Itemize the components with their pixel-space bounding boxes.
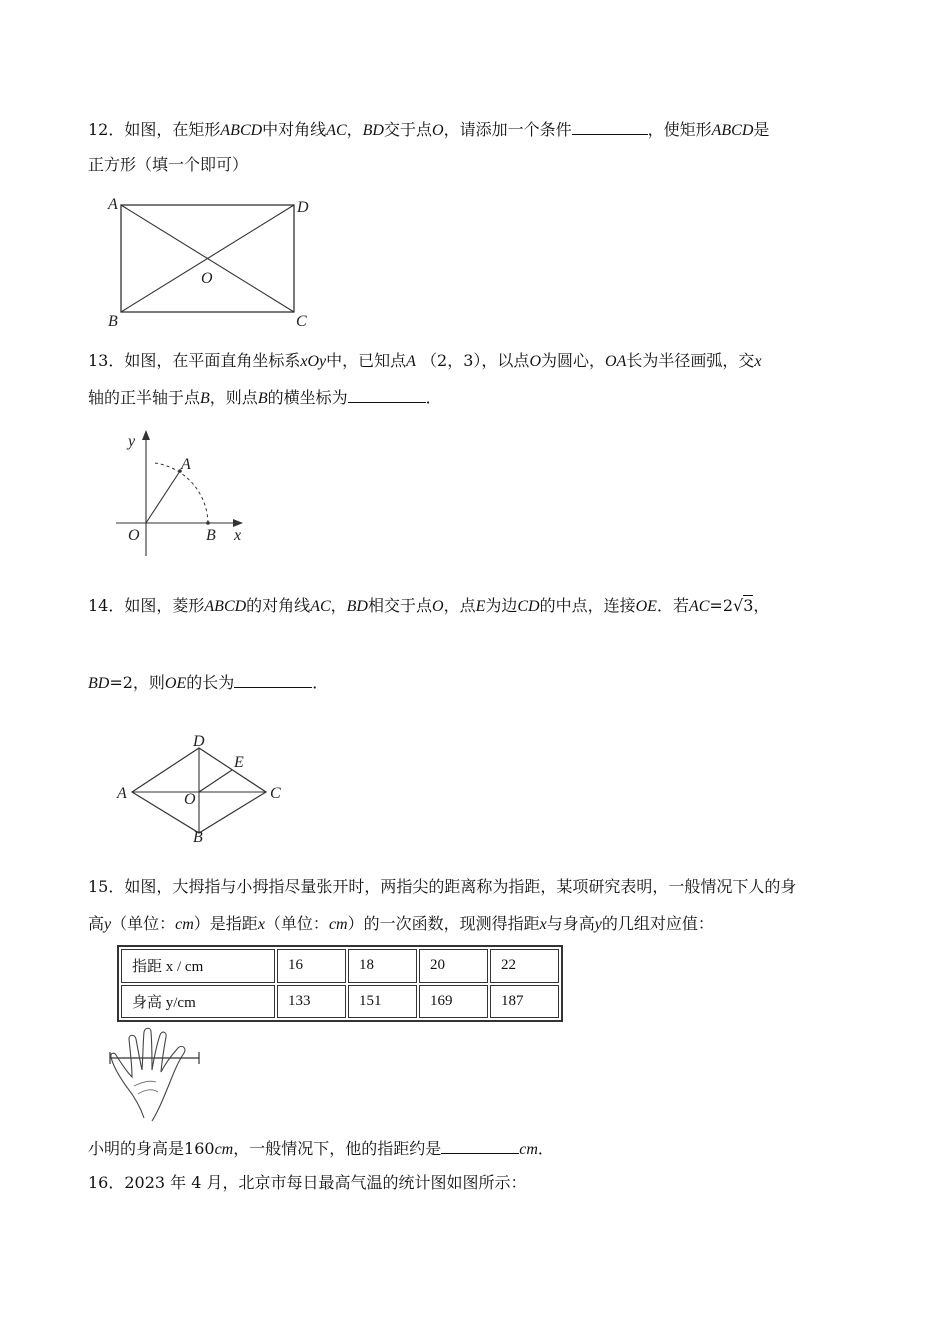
label-o: O xyxy=(184,791,196,808)
table-row xyxy=(121,949,559,983)
label-a: A xyxy=(108,196,118,213)
q14-line2: BD=2，则OE的长为 ． xyxy=(88,673,329,692)
q15-last-line: 小明的身高是160cm，一般情况下，他的指距约是 cm． xyxy=(88,1139,554,1158)
table-cell: 151 xyxy=(348,985,417,1019)
label-b: B xyxy=(108,313,118,330)
q12-line2: 正方形（填一个即可） xyxy=(88,155,249,174)
label-b: B xyxy=(193,829,203,846)
q14-line1: 14．如图，菱形ABCD的对角线AC，BD相交于点O，点E为边CD的中点，连接OE．若AC=2√3， xyxy=(88,596,770,615)
table-cell: 20 xyxy=(419,949,488,983)
table-cell: 187 xyxy=(490,985,559,1019)
table-cell: 169 xyxy=(419,985,488,1019)
table-cell: 133 xyxy=(277,985,346,1019)
label-e: E xyxy=(234,754,244,771)
q16-number: 16． xyxy=(88,1173,125,1192)
table-row xyxy=(121,985,559,1019)
q15-number: 15． xyxy=(88,877,125,896)
label-d: D xyxy=(193,733,205,750)
answer-blank[interactable] xyxy=(234,672,312,688)
label-d: D xyxy=(297,199,309,216)
sqrt-sign: √ xyxy=(733,596,744,615)
q15-line2: 高y（单位：cm）是指距x（单位：cm）的一次函数，现测得指距x与身高y的几组对应值： xyxy=(88,914,714,933)
q12-rectangle-figure xyxy=(100,195,320,335)
label-a: A xyxy=(117,785,127,802)
label-a: A xyxy=(181,456,191,473)
table-cell: 18 xyxy=(348,949,417,983)
table-cell: 16 xyxy=(277,949,346,983)
span-height-table xyxy=(117,945,563,1022)
q13-line1: 13．如图，在平面直角坐标系xOy中，已知点A （2，3），以点O为圆心，OA长为半径画弧，交x xyxy=(88,351,762,370)
table-header-cell: 指距 x / cm xyxy=(121,949,275,983)
label-c: C xyxy=(270,785,281,802)
q13-number: 13． xyxy=(88,351,125,370)
q15-line1: 15．如图，大拇指与小拇指尽量张开时，两指尖的距离称为指距，某项研究表明，一般情况下人的身 xyxy=(88,877,797,896)
q12-number: 12． xyxy=(88,120,125,139)
q12-line1: 12．如图，在矩形ABCD中对角线AC，BD交于点O，请添加一个条件 ，使矩形ABCD是 xyxy=(88,120,770,139)
label-y: y xyxy=(128,433,136,450)
answer-blank[interactable] xyxy=(441,1138,519,1154)
q14-number: 14． xyxy=(88,596,125,615)
label-b: B xyxy=(206,527,216,544)
table-header-cell: 身高 y/cm xyxy=(121,985,275,1019)
q16-line: 16．2023 年 4 月，北京市每日最高气温的统计图如图所示： xyxy=(88,1173,527,1192)
q13-line2: 轴的正半轴于点B，则点B的横坐标为 ． xyxy=(88,388,442,407)
label-x: x xyxy=(234,527,242,544)
hand-span-illustration xyxy=(104,1024,204,1124)
q14-rhombus-figure xyxy=(112,730,292,845)
answer-blank[interactable] xyxy=(572,119,648,135)
label-o: O xyxy=(128,527,140,544)
label-o: O xyxy=(201,270,213,287)
answer-blank[interactable] xyxy=(348,387,426,403)
q13-coordinate-figure xyxy=(110,428,250,563)
label-c: C xyxy=(296,313,307,330)
table-cell: 22 xyxy=(490,949,559,983)
